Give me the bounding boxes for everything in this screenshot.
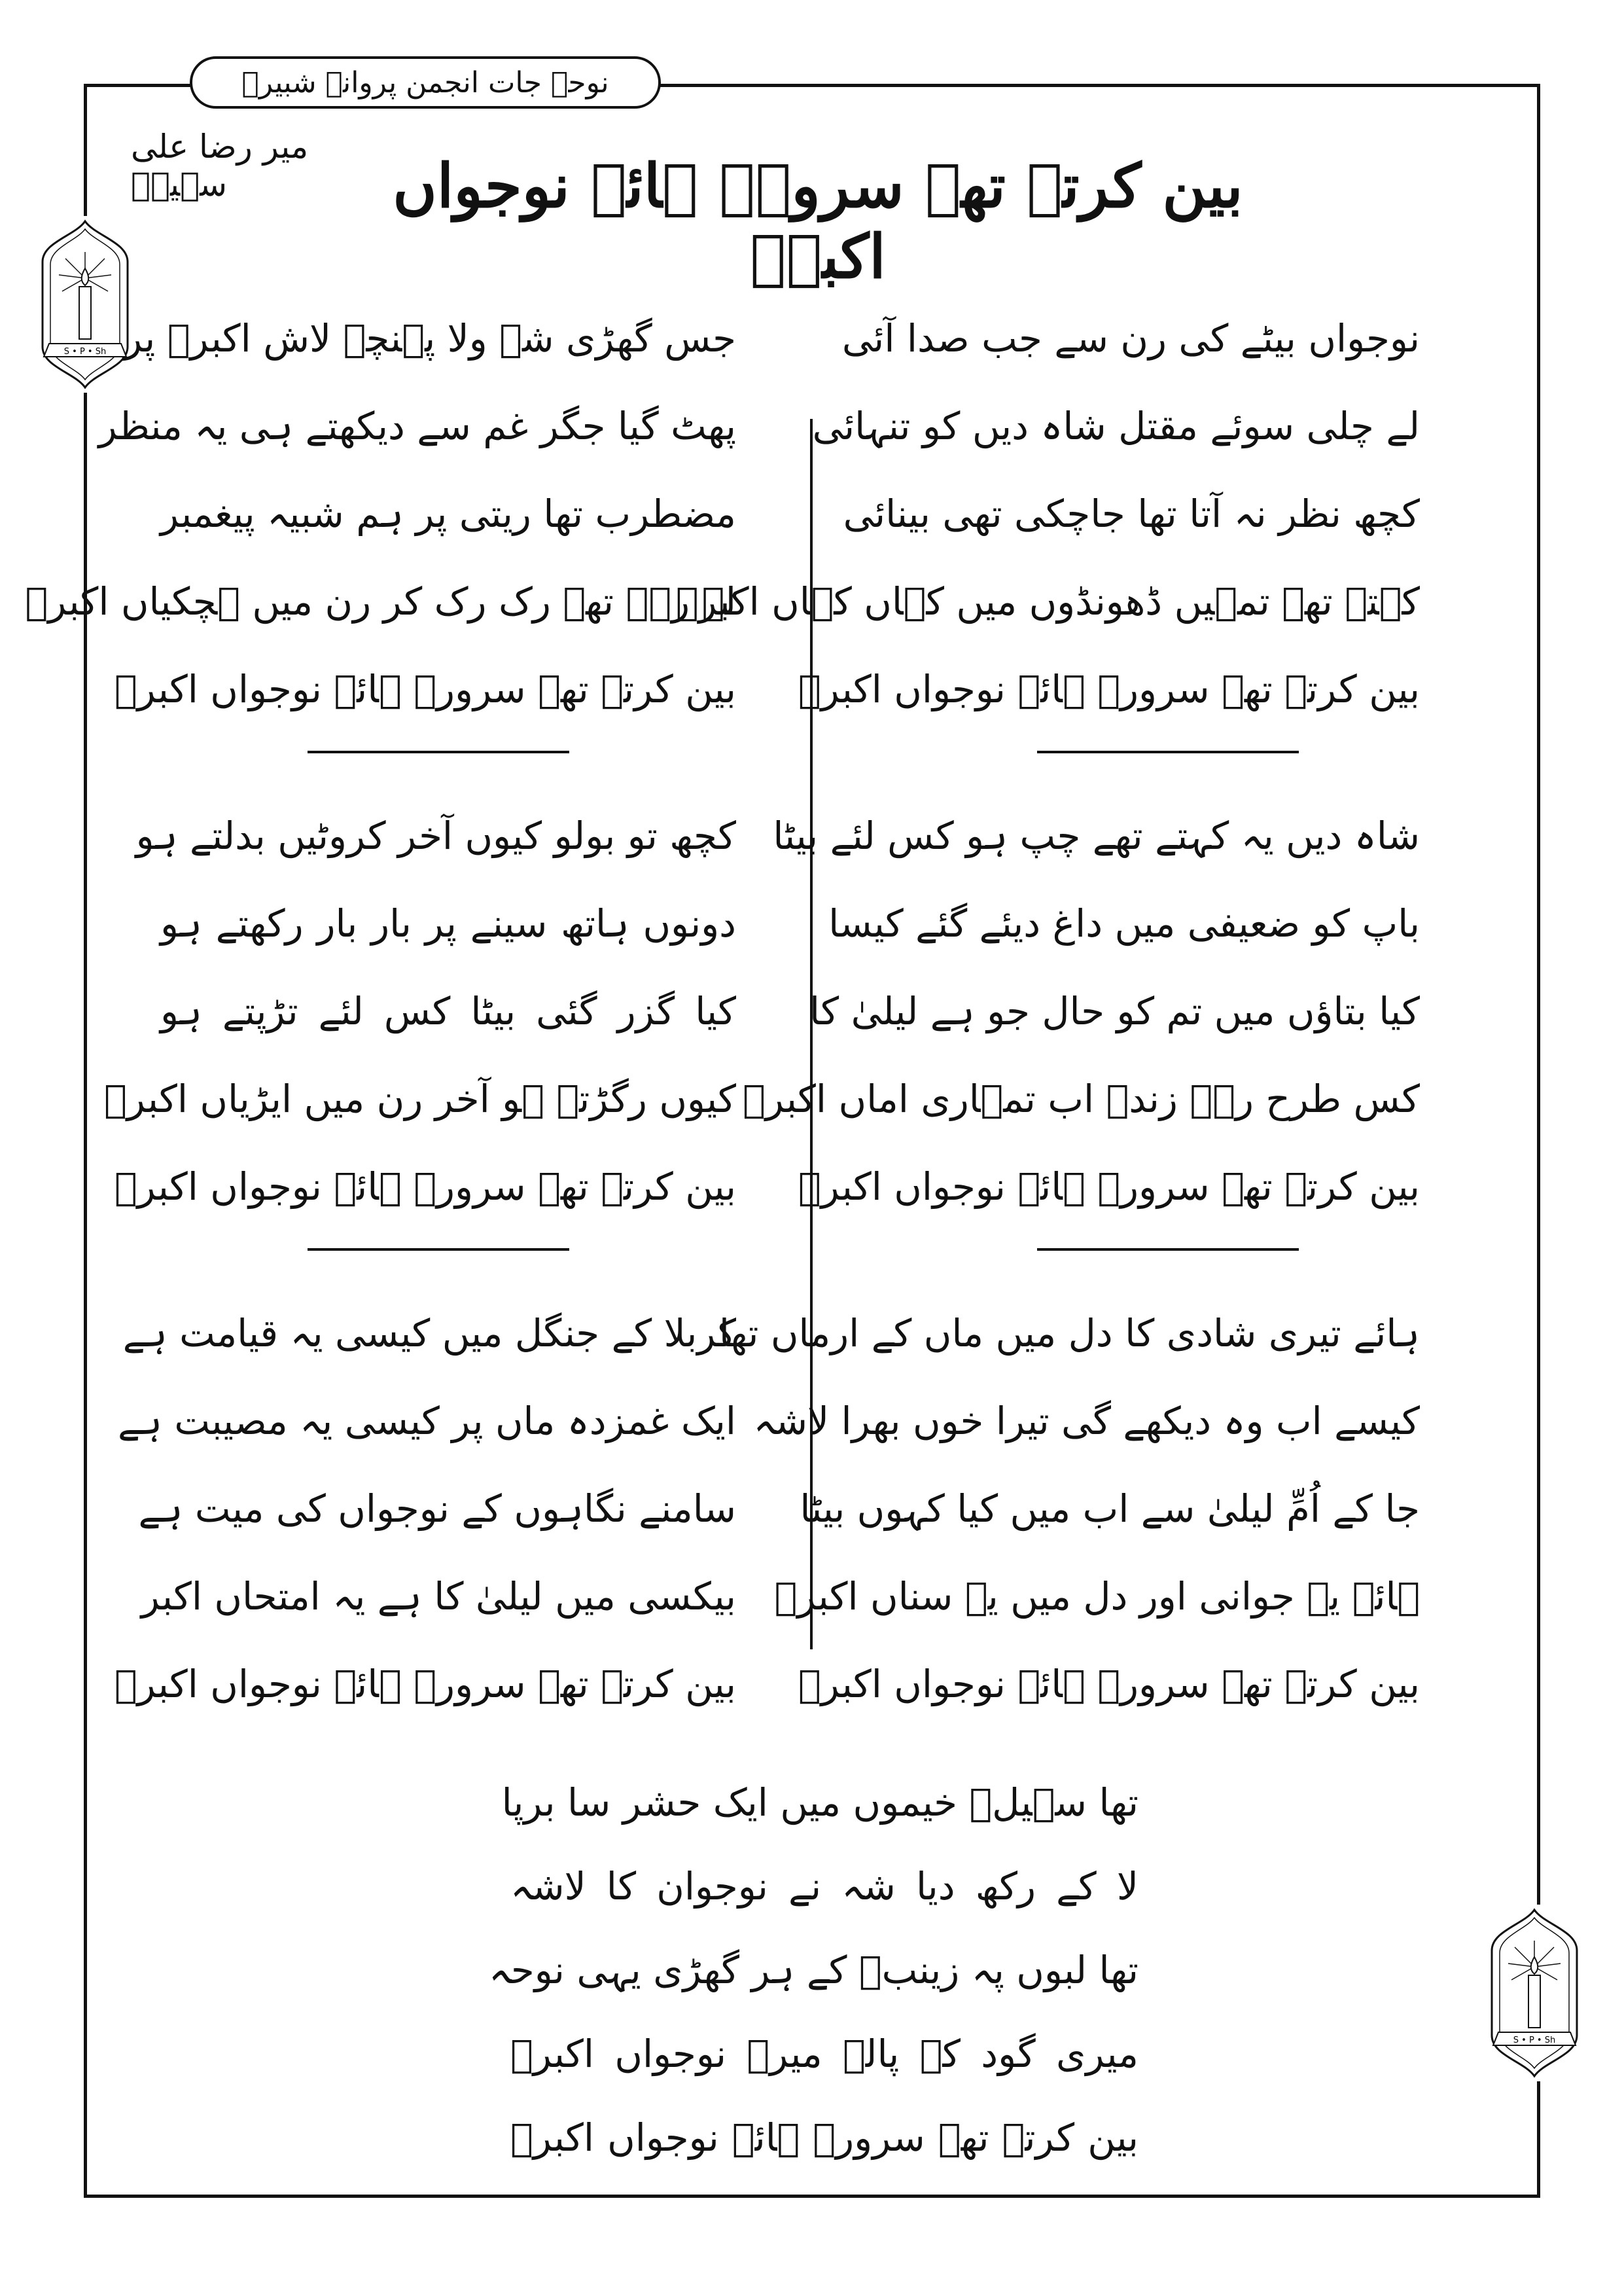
emblem-label: S • P • Sh — [1513, 2036, 1556, 2045]
poet-name: میر رضا علی سہیلؔ — [131, 128, 309, 204]
verse-line: کیا گزر گئی بیٹا کس لئے تڑپتے ہو — [160, 989, 736, 1033]
verse-line: لے چلی سوئے مقتل شاہ دیں کو تنہائی — [812, 404, 1420, 448]
verse-line: باپ کو ضعیفی میں داغ دیئے گئے کیسا — [828, 901, 1420, 946]
stanza-right-1 — [675, 295, 1420, 733]
stanza-right-3 — [718, 1289, 1420, 1728]
verse-line: کیسے اب وہ دیکھے گی تیرا خوں بھرا لاشہ — [753, 1399, 1420, 1443]
verse-line: ایک غمزدہ ماں پر کیسی یہ مصیبت ہے — [118, 1399, 736, 1443]
verse-line: نوجواں بیٹے کی رن سے جب صدا آئی — [841, 316, 1420, 361]
verse-line: جا کے اُمِّ لیلیٰ سے اب میں کیا کہوں بیٹا — [800, 1486, 1420, 1531]
verse-line: کیا بتاؤں میں تم کو حال جو ہے لیلیٰ کا — [809, 989, 1420, 1033]
stanza-separator — [1037, 1248, 1299, 1251]
verse-line: سامنے نگاہوں کے نوجواں کی میت ہے — [138, 1486, 736, 1531]
verse-line: بین کرتے تھے سرورؑ ہائے نوجواں اکبرؑ — [114, 1662, 736, 1706]
verse-line: بین کرتے تھے سرورؑ ہائے نوجواں اکبرؑ — [114, 667, 736, 711]
verse-line: بین کرتے تھے سرورؑ ہائے نوجواں اکبرؑ — [798, 667, 1420, 711]
stanza-left-2 — [103, 792, 736, 1230]
verse-line: لے رہے تھے رک رک کر رن میں ہچکیاں اکبرؑ — [25, 579, 736, 624]
verse-line: بیکسی میں لیلیٰ کا ہے یہ امتحاں اکبر — [141, 1574, 736, 1619]
page-title: بین کرتے تھے سرورؑ ہائے نوجواں اکبرؑ — [393, 151, 1243, 292]
verse-line: کربلا کے جنگل میں کیسی یہ قیامت ہے — [122, 1311, 736, 1355]
verse-line: پھٹ گیا جگر غم سے دیکھتے ہی یہ منظر — [98, 404, 736, 448]
stanza-separator — [1037, 751, 1299, 753]
verse-line: میری گود کے پالے میرے نوجواں اکبرؑ — [510, 2032, 1139, 2076]
header-tab-text: نوحہ جات انجمن پروانۂ شبیرؑ — [241, 65, 609, 99]
header-tab — [190, 56, 661, 109]
verse-line: بین کرتے تھے سرورؑ ہائے نوجواں اکبرؑ — [114, 1164, 736, 1209]
verse-line: کس طرح رہے زندہ اب تمہاری اماں اکبرؑ — [743, 1077, 1420, 1121]
verse-line: مضطرب تھا ریتی پر ہم شبیہ پیغمبر — [160, 492, 736, 536]
verse-line: کچھ تو بولو کیوں آخر کروٹیں بدلتے ہو — [135, 814, 736, 858]
stanza-separator — [308, 751, 569, 753]
verse-line: لا کے رکھ دیا شہ نے نوجوان کا لاشہ — [510, 1864, 1139, 1909]
candle-emblem-svg — [36, 216, 134, 393]
candle-emblem-svg — [1485, 1905, 1583, 2081]
verse-line: کہتے تھے تمہیں ڈھونڈوں میں کہاں کہاں اکبرؑ — [675, 579, 1420, 624]
verse-line: کچھ نظر نہ آتا تھا جاچکی تھی بینائی — [843, 492, 1420, 536]
emblem-label: S • P • Sh — [63, 347, 107, 357]
verse-line: تھا سہیلؔ خیموں میں ایک حشر سا برپا — [501, 1780, 1139, 1825]
stanza-separator — [308, 1248, 569, 1251]
verse-line: ہائے تیری شادی کا دل میں ماں کے ارماں تھا — [718, 1311, 1420, 1355]
verse-line: بین کرتے تھے سرورؑ ہائے نوجواں اکبرؑ — [798, 1164, 1420, 1209]
stanza-right-2 — [743, 792, 1420, 1230]
verse-line: بین کرتے تھے سرورؑ ہائے نوجواں اکبرؑ — [510, 2115, 1139, 2160]
stanza-left-3 — [114, 1289, 736, 1728]
verse-line: بین کرتے تھے سرورؑ ہائے نوجواں اکبرؑ — [798, 1662, 1420, 1706]
final-stanza — [488, 1761, 1139, 2179]
verse-line: تھا لبوں پہ زینبؑ کے ہر گھڑی یہی نوحہ — [488, 1948, 1139, 1992]
verse-line: ہائے یہ جوانی اور دل میں یہ سناں اکبرؑ — [774, 1574, 1420, 1619]
candle-emblem-icon — [1485, 1905, 1583, 2081]
verse-line: دونوں ہاتھ سینے پر بار بار رکھتے ہو — [160, 901, 736, 946]
candle-emblem-icon — [36, 216, 134, 393]
verse-line: شاہ دیں یہ کہتے تھے چپ ہو کس لئے بیٹا — [773, 814, 1420, 858]
verse-line: جس گھڑی شہ ولا پہنچے لاش اکبرؑ پر — [124, 316, 736, 361]
verse-line: کیوں رگڑتے ہو آخر رن میں ایڑیاں اکبرؑ — [103, 1077, 736, 1121]
